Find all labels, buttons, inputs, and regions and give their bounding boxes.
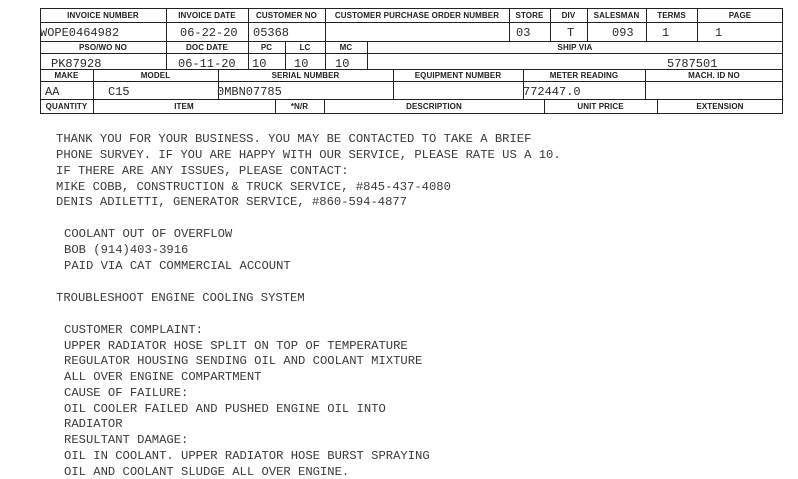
pso-wo-no-value: PK87928: [51, 57, 102, 71]
store-value: 03: [516, 26, 531, 40]
body-line: IF THERE ARE ANY ISSUES, PLEASE CONTACT:: [56, 164, 349, 178]
meter-reading-label: METER READING: [549, 71, 619, 80]
description-label: DESCRIPTION: [406, 102, 462, 111]
serial-number-label: SERIAL NUMBER: [271, 71, 340, 80]
pc-value: 10: [252, 57, 267, 71]
invoice-number-value: WOPE0464982: [40, 26, 120, 40]
mc-value: 10: [335, 57, 350, 71]
mc-label: MC: [339, 43, 353, 52]
invoice-date-label: INVOICE DATE: [178, 11, 236, 20]
page-label: PAGE: [728, 11, 752, 20]
invoice-number-label: INVOICE NUMBER: [67, 11, 139, 20]
body-line: COOLANT OUT OF OVERFLOW: [64, 227, 233, 241]
body-line: ALL OVER ENGINE COMPARTMENT: [64, 370, 262, 384]
mach-id-no-label: MACH. ID NO: [688, 71, 740, 80]
model-label: MODEL: [140, 71, 171, 80]
div-label: DIV: [561, 11, 576, 20]
body-line: CUSTOMER COMPLAINT:: [64, 323, 203, 337]
body-line: RADIATOR: [64, 417, 123, 431]
serial-number-value: 0MBN07785: [217, 85, 282, 99]
lc-value: 10: [294, 57, 309, 71]
div-value: T: [567, 26, 575, 40]
make-value: AA: [45, 85, 60, 99]
pc-label: PC: [260, 43, 273, 52]
pso-wo-no-label: PSO/WO NO: [78, 43, 127, 52]
equipment-number-label: EQUIPMENT NUMBER: [414, 71, 502, 80]
ship-via-label: SHIP VIA: [557, 43, 593, 52]
meter-reading-value: 772447.0: [523, 85, 581, 99]
customer-no-value: 05368: [253, 26, 290, 40]
extension-label: EXTENSION: [696, 102, 744, 111]
salesman-value: 093: [612, 26, 634, 40]
item-label: ITEM: [174, 102, 194, 111]
body-line: DENIS ADILETTI, GENERATOR SERVICE, #860-594-4877: [56, 195, 408, 209]
body-line: REGULATOR HOUSING SENDING OIL AND COOLANT MIXTURE: [64, 354, 423, 368]
page-value: 1: [715, 26, 723, 40]
quantity-label: QUANTITY: [45, 102, 88, 111]
doc-date-value: 06-11-20: [178, 57, 236, 71]
body-line: OIL IN COOLANT. UPPER RADIATOR HOSE BURST SPRAYING: [64, 449, 430, 463]
ship-via-value: 5787501: [667, 57, 718, 71]
model-value: C15: [108, 85, 130, 99]
body-line: UPPER RADIATOR HOSE SPLIT ON TOP OF TEMPERATURE: [64, 339, 408, 353]
customer-no-label: CUSTOMER NO: [256, 11, 317, 20]
doc-date-label: DOC DATE: [186, 43, 228, 52]
store-label: STORE: [515, 11, 544, 20]
body-line: PAID VIA CAT COMMERCIAL ACCOUNT: [64, 259, 291, 273]
body-line: THANK YOU FOR YOUR BUSINESS. YOU MAY BE CONTACTED TO TAKE A BRIEF: [56, 132, 532, 146]
body-line: TROUBLESHOOT ENGINE COOLING SYSTEM: [56, 291, 305, 305]
body-line: OIL COOLER FAILED AND PUSHED ENGINE OIL INTO: [64, 402, 386, 416]
body-line: OIL AND COOLANT SLUDGE ALL OVER ENGINE.: [64, 465, 350, 479]
unit-price-label: UNIT PRICE: [577, 102, 624, 111]
body-line: RESULTANT DAMAGE:: [64, 433, 189, 447]
body-line: CAUSE OF FAILURE:: [64, 386, 189, 400]
terms-value: 1: [662, 26, 670, 40]
salesman-label: SALESMAN: [593, 11, 640, 20]
terms-label: TERMS: [657, 11, 686, 20]
body-line: MIKE COBB, CONSTRUCTION & TRUCK SERVICE, #845-437-4080: [56, 180, 451, 194]
invoice-date-value: 06-22-20: [180, 26, 238, 40]
lc-label: LC: [299, 43, 311, 52]
nr-label: *N/R: [290, 102, 309, 111]
make-label: MAKE: [54, 71, 79, 80]
body-line: BOB (914)403-3916: [64, 243, 189, 257]
body-line: PHONE SURVEY. IF YOU ARE HAPPY WITH OUR SERVICE, PLEASE RATE US A 10.: [56, 148, 561, 162]
customer-po-label: CUSTOMER PURCHASE ORDER NUMBER: [334, 11, 500, 20]
